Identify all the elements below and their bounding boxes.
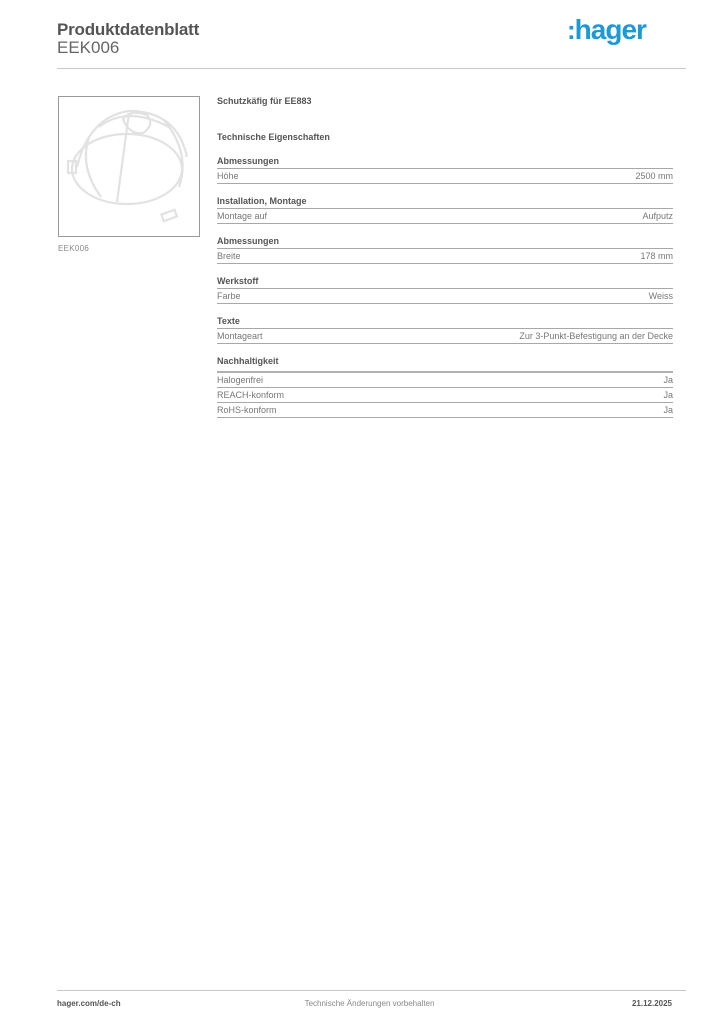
spec-row — [217, 209, 673, 224]
section-title: Technische Eigenschaften — [217, 132, 330, 142]
product-name: Schutzkäfig für EE883 — [217, 96, 312, 106]
footer-date: 21.12.2025 — [631, 999, 672, 1008]
group-title: Nachhaltigkeit — [217, 355, 673, 373]
spec-row — [217, 249, 673, 264]
row-label: Höhe — [217, 171, 239, 181]
spec-row — [217, 289, 673, 304]
row-label: Breite — [217, 251, 241, 261]
row-label: Montageart — [217, 331, 263, 341]
group-title: Installation, Montage — [217, 195, 673, 209]
spec-group — [217, 155, 673, 184]
spec-table — [217, 94, 673, 418]
group-title: Texte — [217, 315, 673, 329]
row-label: REACH-konform — [217, 390, 285, 400]
spec-group — [217, 275, 673, 304]
spec-group — [217, 195, 673, 224]
page-title: Produktdatenblatt — [57, 20, 200, 39]
row-value: Aufputz — [642, 211, 673, 221]
hager-logo — [567, 14, 646, 46]
row-label: Montage auf — [217, 211, 268, 221]
row-label: RoHS-konform — [217, 405, 277, 415]
spec-row — [217, 169, 673, 184]
group-title: Werkstoff — [217, 275, 673, 289]
spec-group — [217, 315, 673, 344]
row-value: Zur 3-Punkt-Befestigung an der Decke — [519, 331, 673, 341]
footer-disclaimer: Technische Änderungen vorbehalten — [304, 999, 435, 1008]
logo-text: hager — [574, 14, 646, 45]
row-value: Ja — [663, 405, 673, 415]
row-value: Ja — [663, 375, 673, 385]
spec-row — [217, 403, 673, 418]
image-caption: EEK006 — [58, 244, 90, 253]
row-value: Weiss — [648, 291, 673, 301]
row-value: Ja — [663, 390, 673, 400]
spec-row — [217, 373, 673, 388]
spec-group — [217, 355, 673, 418]
spec-group — [217, 235, 673, 264]
row-label: Halogenfrei — [217, 375, 264, 385]
product-image — [58, 96, 200, 237]
group-title: Abmessungen — [217, 235, 673, 249]
spec-row — [217, 329, 673, 344]
row-label: Farbe — [217, 291, 241, 301]
footer-divider — [57, 990, 686, 991]
header-divider — [57, 68, 686, 69]
footer-website-link[interactable]: hager.com/de-ch — [57, 999, 121, 1008]
product-code: EEK006 — [57, 38, 120, 57]
wire-cage-illustration — [59, 97, 199, 236]
row-value: 2500 mm — [635, 171, 673, 181]
group-title: Abmessungen — [217, 155, 673, 169]
spec-row — [217, 388, 673, 403]
row-value: 178 mm — [640, 251, 673, 261]
logo-dots: : — [567, 15, 575, 45]
